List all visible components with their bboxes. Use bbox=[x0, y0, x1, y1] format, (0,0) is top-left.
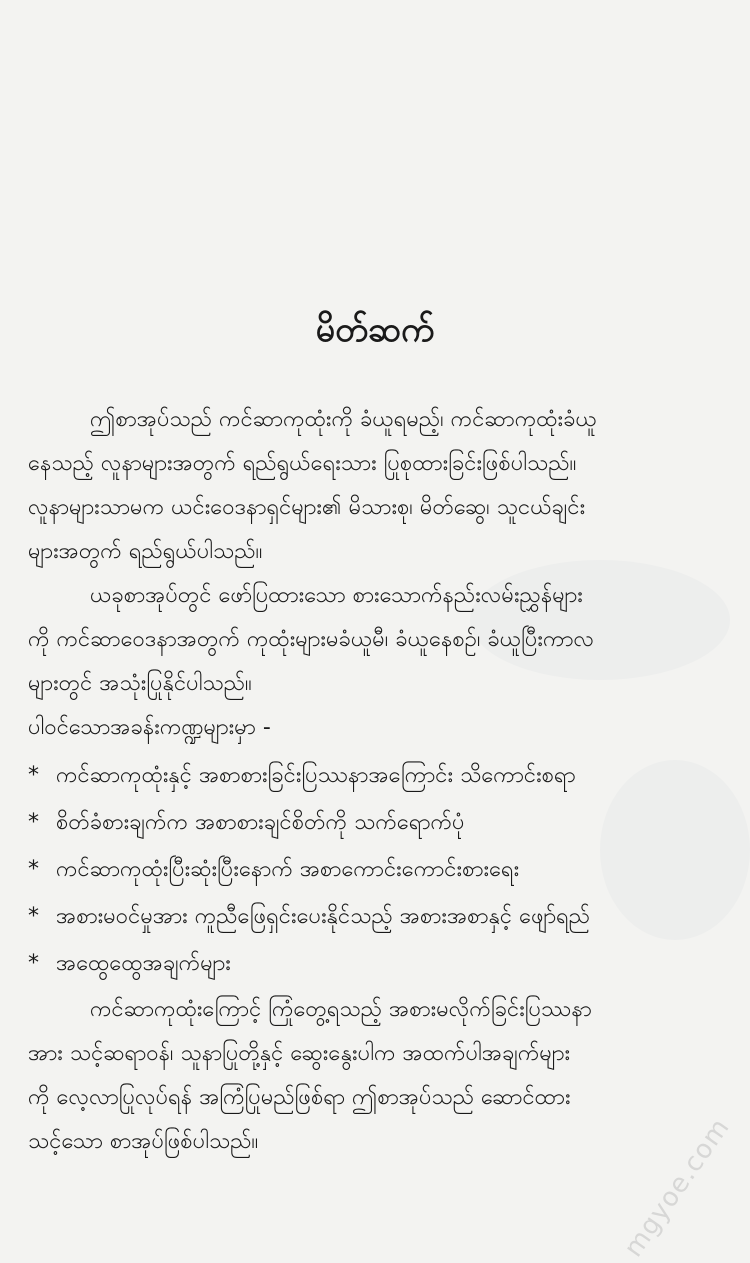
list-item-text: ကင်ဆာကုထုံးပြီးဆုံးပြီးနောက် အစာကောင်းကောင်းစားရေး bbox=[56, 857, 520, 882]
paragraph-line: များတွင် အသုံးပြုနိုင်ပါသည်။ bbox=[28, 671, 252, 696]
paragraph-line: အား သင့်ဆရာဝန်၊ သူနာပြုတို့နှင့် ဆွေးနွေးပါက အထက်ပါအချက်များ bbox=[28, 1041, 571, 1066]
list-item bbox=[28, 754, 576, 798]
list-item-text: အထွေထွေအချက်များ bbox=[56, 951, 231, 976]
list-item bbox=[28, 801, 465, 845]
bullet-star-icon: * bbox=[28, 857, 39, 882]
bullet-star-icon: * bbox=[28, 904, 39, 929]
list-item-text: စိတ်ခံစားချက်က အစာစားချင်စိတ်ကို သက်ရောက်ပုံ bbox=[56, 810, 465, 835]
site-watermark: mgyoe.com bbox=[618, 1112, 736, 1263]
paragraph-line: ကို လေ့လာပြုလုပ်ရန် အကြံပြုမည်ဖြစ်ရာ ဤစာအုပ်သည် ဆောင်ထား bbox=[28, 1085, 571, 1110]
list-item bbox=[28, 848, 519, 892]
list-item bbox=[28, 942, 231, 986]
paragraph-line: ကင်ဆာကုထုံးကြောင့် ကြုံတွေ့ရသည့် အစားမလိုက်ခြင်းပြဿနာ bbox=[90, 997, 592, 1022]
paragraph-line: ဤစာအုပ်သည် ကင်ဆာကုထုံးကို ခံယူရမည့်၊ ကင်ဆာကုထုံးခံယူ bbox=[90, 407, 597, 432]
contents-heading: ပါဝင်သောအခန်းကဏ္ဍများမှာ - bbox=[28, 715, 271, 740]
bullet-star-icon: * bbox=[28, 951, 39, 976]
paragraph-line: လူနာများသာမက ယင်းဝေဒနာရှင်များ၏ မိသားစု၊ မိတ်ဆွေ၊ သူငယ်ချင်း bbox=[28, 495, 586, 520]
page-title: မိတ်ဆက် bbox=[315, 310, 435, 350]
paragraph-line: များအတွက် ရည်ရွယ်ပါသည်။ bbox=[28, 539, 263, 564]
list-item-text: အစားမဝင်မှုအား ကူညီဖြေရှင်းပေးနိုင်သည့် အစားအစာနှင့် ဖျော်ရည် bbox=[56, 904, 591, 929]
background-smudge bbox=[600, 760, 750, 940]
paragraph-line: ကို ကင်ဆာဝေဒနာအတွက် ကုထုံးများမခံယူမီ၊ ခံယူနေစဉ်၊ ခံယူပြီးကာလ bbox=[28, 627, 595, 652]
list-item bbox=[28, 895, 590, 939]
paragraph-line: နေသည့် လူနာများအတွက် ရည်ရွယ်ရေးသား ပြုစုထားခြင်းဖြစ်ပါသည်။ bbox=[28, 451, 577, 476]
bullet-star-icon: * bbox=[28, 810, 39, 835]
paragraph-line: ယခုစာအုပ်တွင် ဖော်ပြထားသော စားသောက်နည်းလမ်းညွှန်များ bbox=[90, 583, 583, 608]
list-item-text: ကင်ဆာကုထုံးနှင့် အစာစားခြင်းပြဿနာအကြောင်း သိကောင်းစရာ bbox=[56, 763, 576, 788]
bullet-star-icon: * bbox=[28, 763, 39, 788]
paragraph-line: သင့်သော စာအုပ်ဖြစ်ပါသည်။ bbox=[28, 1129, 259, 1154]
